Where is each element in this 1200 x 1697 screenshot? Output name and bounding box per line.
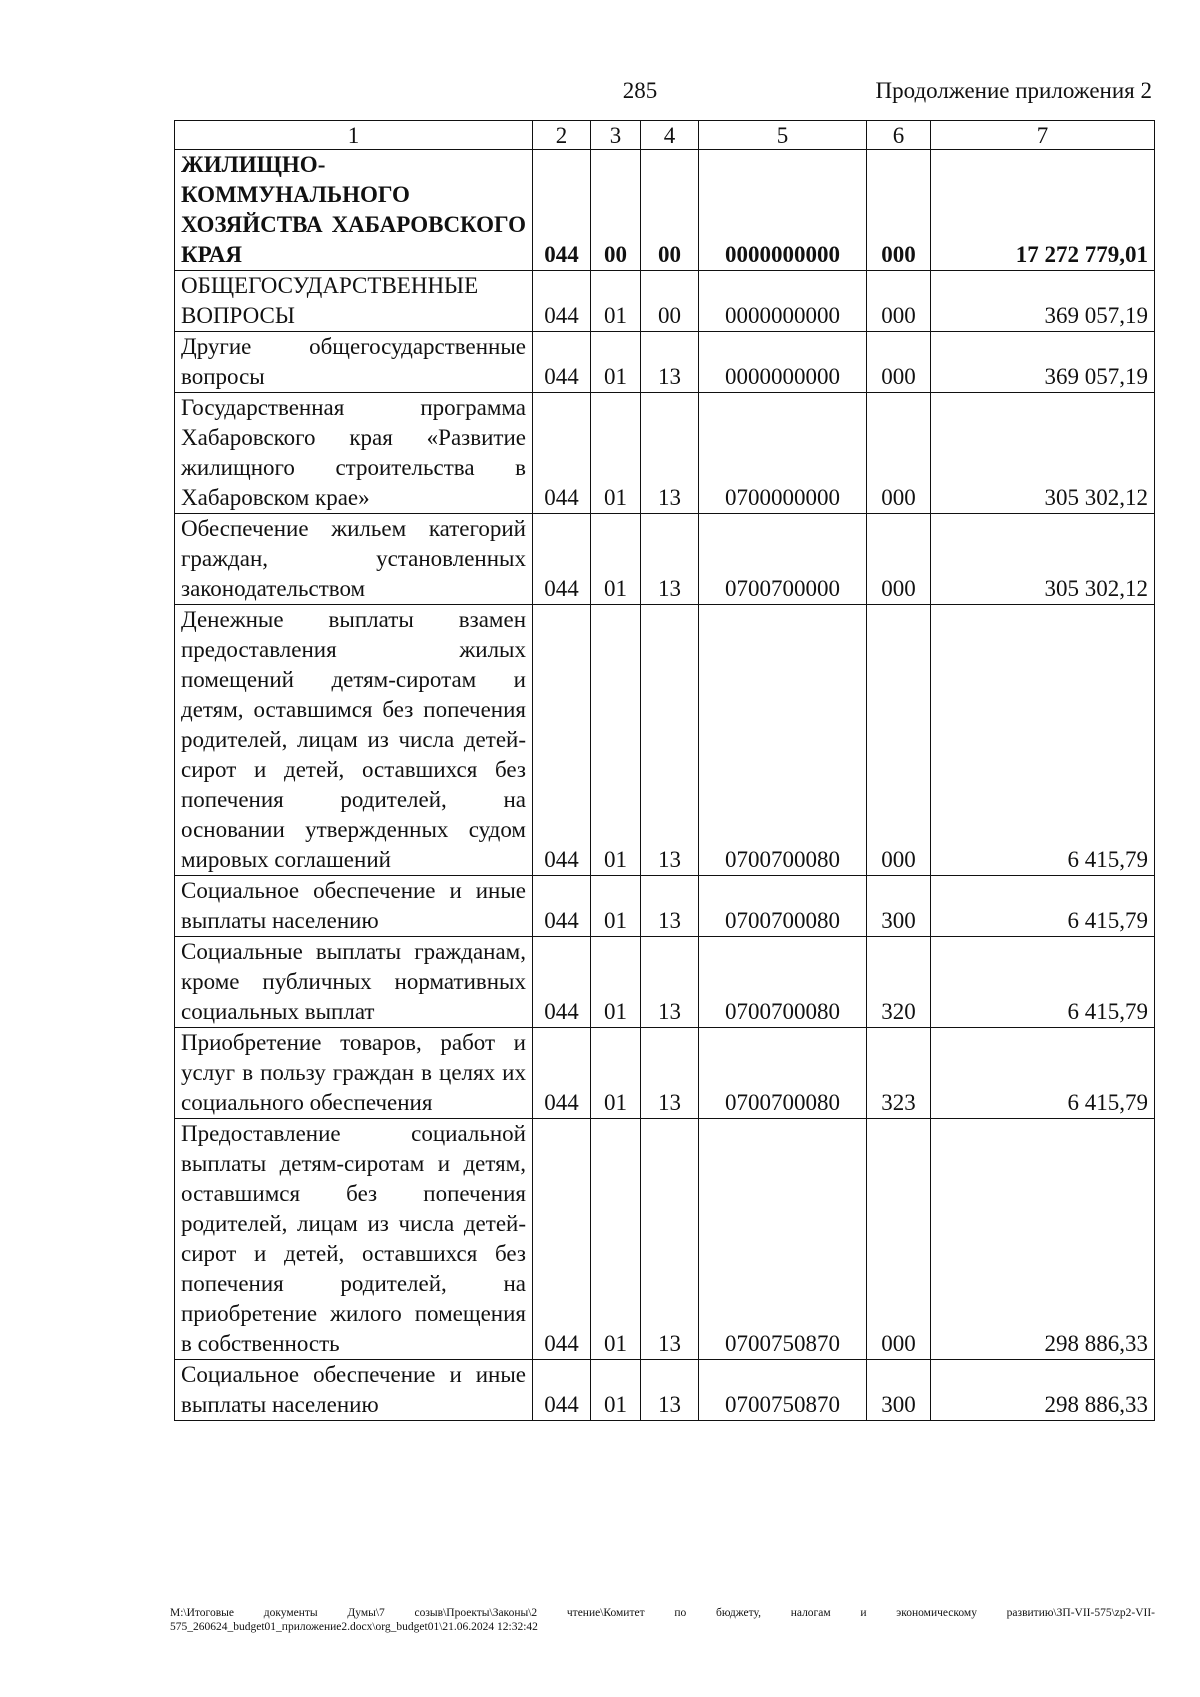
code-cell: 044: [533, 150, 591, 271]
amount-cell: 305 302,12: [931, 514, 1155, 605]
table-row: [175, 1360, 1155, 1421]
code-cell: 00: [641, 271, 699, 332]
code-cell: 01: [591, 605, 641, 876]
code-cell: 044: [533, 1119, 591, 1360]
code-cell: 0000000000: [699, 271, 867, 332]
amount-cell: 17 272 779,01: [931, 150, 1155, 271]
amount-cell: 369 057,19: [931, 271, 1155, 332]
code-cell: 00: [591, 150, 641, 271]
row-name: Другие общегосударственные вопросы: [175, 332, 533, 393]
code-cell: 0700700080: [699, 605, 867, 876]
amount-cell: 6 415,79: [931, 937, 1155, 1028]
code-cell: 044: [533, 1360, 591, 1421]
row-name: Социальные выплаты гражданам, кроме публичных нормативных социальных выплат: [175, 937, 533, 1028]
code-cell: 000: [867, 271, 931, 332]
code-cell: 0700700080: [699, 1028, 867, 1119]
code-cell: 13: [641, 937, 699, 1028]
code-cell: 300: [867, 1360, 931, 1421]
row-name: Государственная программа Хабаровского края «Развитие жилищного строительства в Хабаровском крае»: [175, 393, 533, 514]
table-row: [175, 393, 1155, 514]
code-cell: 044: [533, 514, 591, 605]
row-name: Денежные выплаты взамен предоставления жилых помещений детям-сиротам и детям, оставшимся без попечения родителей, лицам из числа детей-сирот и детей, оставшихся без попечения родителей, на основании утвержденных судом мировых соглашений: [175, 605, 533, 876]
code-cell: 000: [867, 605, 931, 876]
code-cell: 000: [867, 332, 931, 393]
column-header: 1: [175, 121, 533, 150]
continuation-label: Продолжение приложения 2: [875, 78, 1152, 103]
row-name: Социальное обеспечение и иные выплаты населению: [175, 876, 533, 937]
row-name: ЖИЛИЩНО-КОММУНАЛЬНОГО ХОЗЯЙСТВА ХАБАРОВСКОГО КРАЯ: [175, 150, 533, 271]
code-cell: 13: [641, 332, 699, 393]
footer-file-path: М:\Итоговые документы Думы\7 созыв\Проекты\Законы\2 чтение\Комитет по бюджету, налогам и экономическому развитию\ЗП-VII-575\zp2-VII-575_260624_budget01_приложение2.docx\org_budget01\21.06.2024 12:32:42: [170, 1607, 1155, 1633]
code-cell: 01: [591, 271, 641, 332]
column-header: 6: [867, 121, 931, 150]
code-cell: 13: [641, 1028, 699, 1119]
code-cell: 044: [533, 876, 591, 937]
amount-cell: 6 415,79: [931, 876, 1155, 937]
code-cell: 000: [867, 514, 931, 605]
row-name: Приобретение товаров, работ и услуг в пользу граждан в целях их социального обеспечения: [175, 1028, 533, 1119]
code-cell: 01: [591, 876, 641, 937]
code-cell: 0000000000: [699, 332, 867, 393]
table-header-row: [175, 121, 1155, 150]
code-cell: 13: [641, 605, 699, 876]
table-row: [175, 271, 1155, 332]
budget-table: [174, 120, 1155, 1421]
amount-cell: 305 302,12: [931, 393, 1155, 514]
table-row: [175, 1028, 1155, 1119]
code-cell: 13: [641, 1360, 699, 1421]
code-cell: 044: [533, 937, 591, 1028]
code-cell: 044: [533, 1028, 591, 1119]
code-cell: 01: [591, 1119, 641, 1360]
code-cell: 0700750870: [699, 1360, 867, 1421]
table-row: [175, 876, 1155, 937]
column-header: 5: [699, 121, 867, 150]
code-cell: 01: [591, 937, 641, 1028]
table-row: [175, 332, 1155, 393]
code-cell: 0700000000: [699, 393, 867, 514]
amount-cell: 298 886,33: [931, 1119, 1155, 1360]
row-name: Обеспечение жильем категорий граждан, установленных законодательством: [175, 514, 533, 605]
code-cell: 0700700000: [699, 514, 867, 605]
table-row: [175, 937, 1155, 1028]
amount-cell: 6 415,79: [931, 1028, 1155, 1119]
table-row: [175, 1119, 1155, 1360]
code-cell: 01: [591, 332, 641, 393]
code-cell: 01: [591, 1028, 641, 1119]
code-cell: 044: [533, 605, 591, 876]
code-cell: 01: [591, 393, 641, 514]
table-row: [175, 150, 1155, 271]
code-cell: 000: [867, 1119, 931, 1360]
row-name: ОБЩЕГОСУДАРСТВЕННЫЕ ВОПРОСЫ: [175, 271, 533, 332]
code-cell: 300: [867, 876, 931, 937]
row-name: Предоставление социальной выплаты детям-сиротам и детям, оставшимся без попечения родителей, лицам из числа детей-сирот и детей, оставшихся без попечения родителей, на приобретение жилого помещения в собственность: [175, 1119, 533, 1360]
column-header: 7: [931, 121, 1155, 150]
code-cell: 13: [641, 876, 699, 937]
code-cell: 044: [533, 393, 591, 514]
amount-cell: 369 057,19: [931, 332, 1155, 393]
code-cell: 13: [641, 393, 699, 514]
row-name: Социальное обеспечение и иные выплаты населению: [175, 1360, 533, 1421]
column-header: 3: [591, 121, 641, 150]
code-cell: 044: [533, 271, 591, 332]
code-cell: 01: [591, 1360, 641, 1421]
code-cell: 0700700080: [699, 937, 867, 1028]
column-header: 2: [533, 121, 591, 150]
code-cell: 0700750870: [699, 1119, 867, 1360]
code-cell: 320: [867, 937, 931, 1028]
code-cell: 0000000000: [699, 150, 867, 271]
code-cell: 13: [641, 1119, 699, 1360]
code-cell: 000: [867, 393, 931, 514]
code-cell: 01: [591, 514, 641, 605]
amount-cell: 6 415,79: [931, 605, 1155, 876]
amount-cell: 298 886,33: [931, 1360, 1155, 1421]
table-row: [175, 514, 1155, 605]
code-cell: 323: [867, 1028, 931, 1119]
code-cell: 000: [867, 150, 931, 271]
column-header: 4: [641, 121, 699, 150]
code-cell: 0700700080: [699, 876, 867, 937]
page-number: 285: [622, 78, 658, 103]
code-cell: 13: [641, 514, 699, 605]
code-cell: 044: [533, 332, 591, 393]
code-cell: 00: [641, 150, 699, 271]
table-row: [175, 605, 1155, 876]
